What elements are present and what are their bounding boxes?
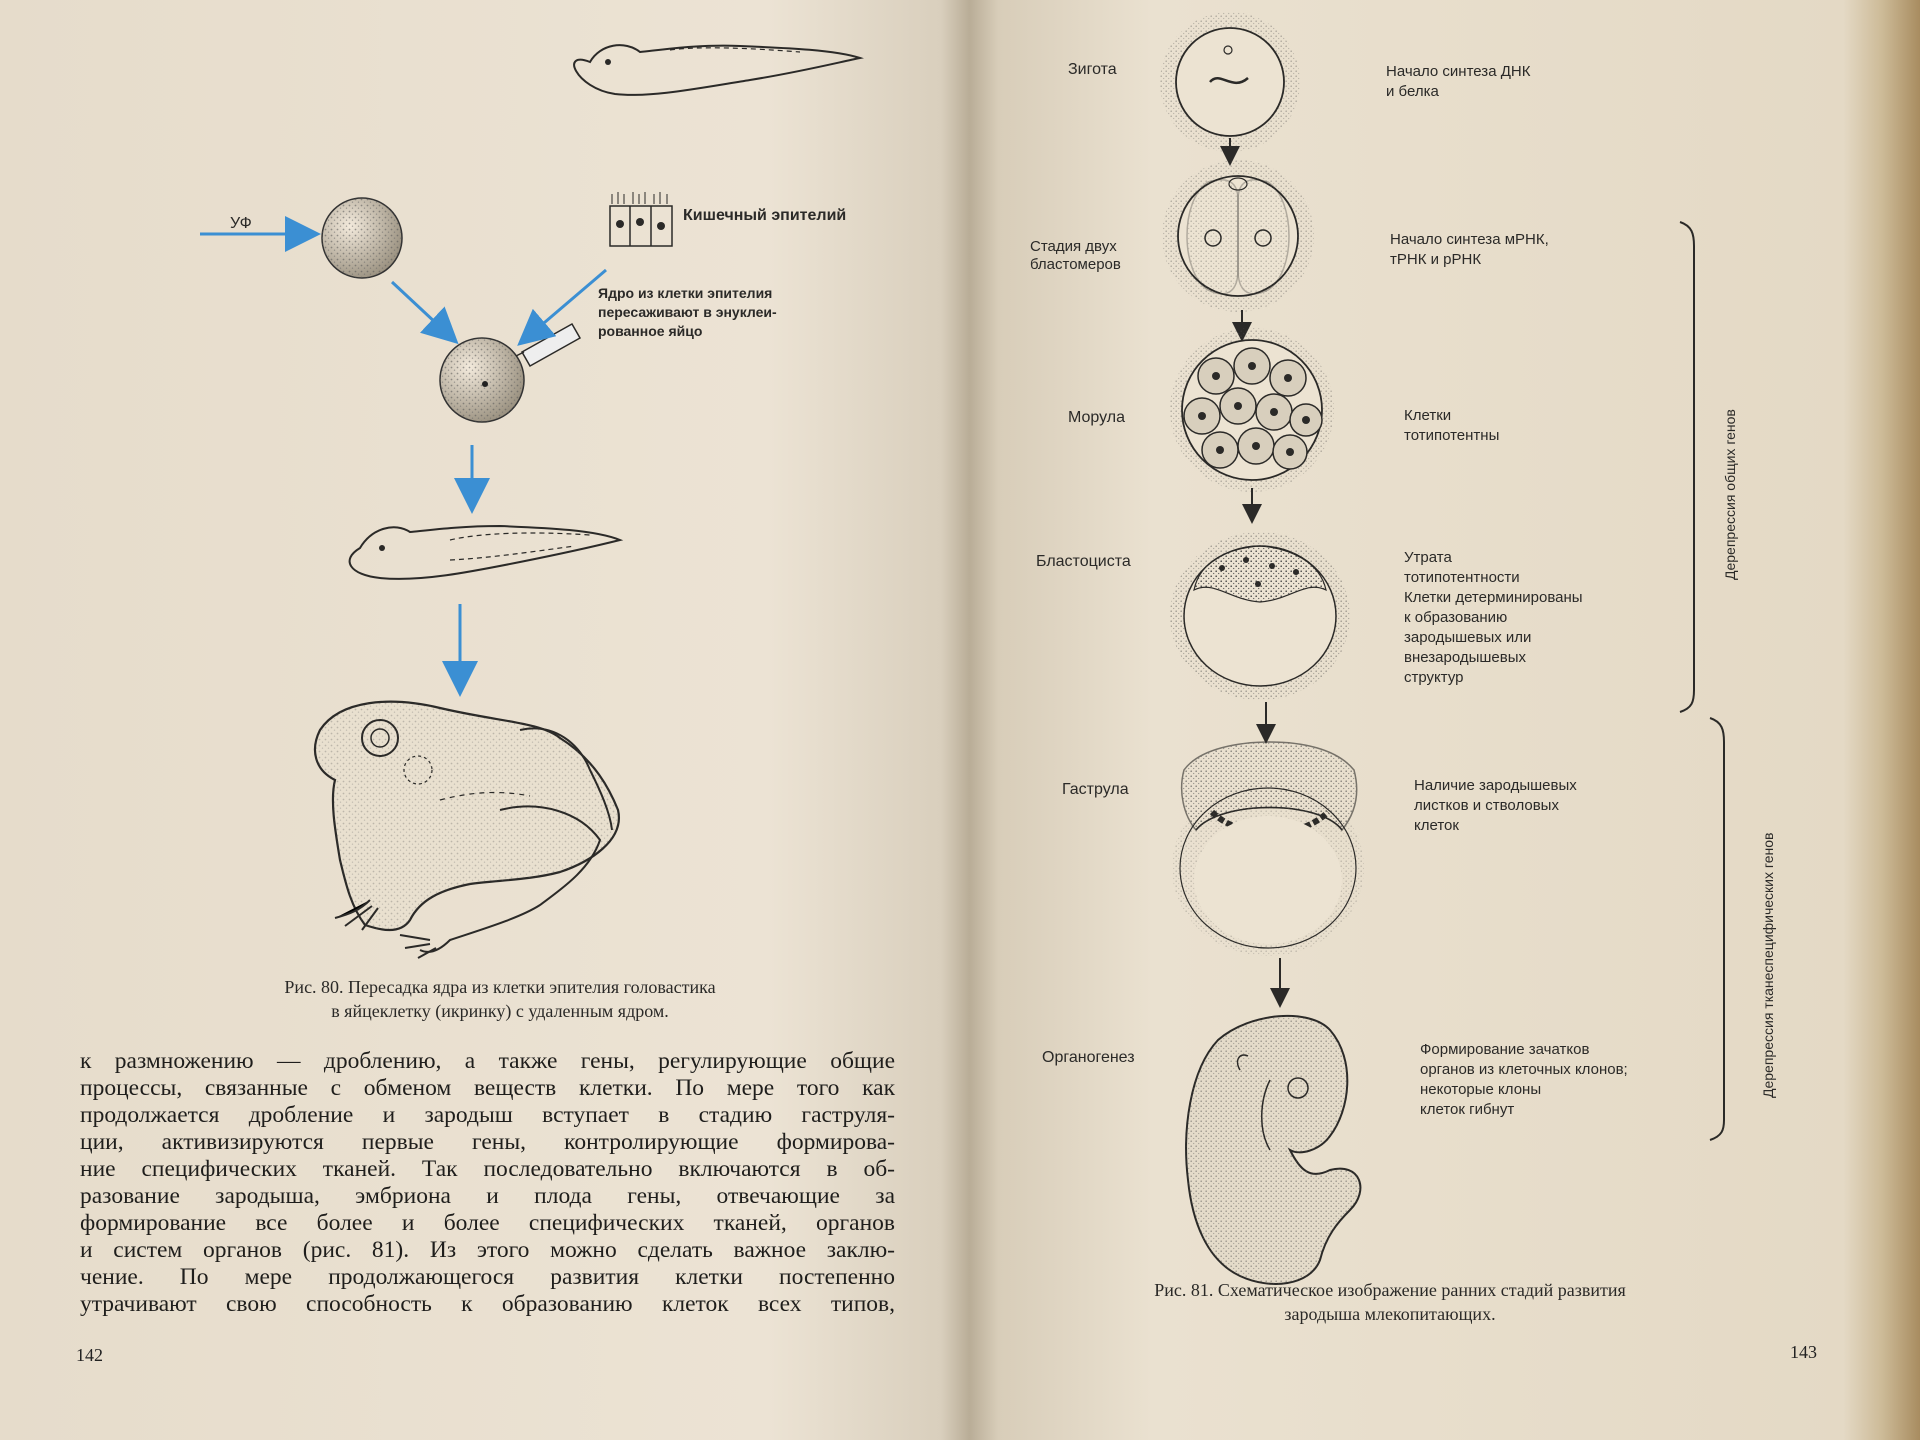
micropipette (516, 324, 580, 366)
frog-drawing (315, 702, 619, 958)
label-uv: УФ (230, 215, 252, 232)
body-line: и систем органов (рис. 81). Из этого можно сделать важное заклю- (80, 1237, 895, 1263)
stage-note-gastrula: Наличие зародышевых листков и стволовых клеток (1414, 777, 1577, 834)
stage-note-two-blastomeres: Начало синтеза мРНК, тРНК и рРНК (1390, 231, 1549, 268)
body-line: продолжается дробление и зародыш вступает в стадию гаструля- (80, 1102, 895, 1128)
stage-blastocyst-drawing (1170, 532, 1350, 700)
stage-label-blastocyst: Бластоциста (1036, 553, 1131, 570)
arrow-to-enucleated-egg (392, 282, 452, 338)
figure-81-illustration (970, 0, 1920, 1440)
stage-note-zygote: Начало синтеза ДНК и белка (1386, 63, 1531, 100)
page-number-left: 142 (76, 1345, 103, 1365)
label-derepression-tissue-genes: Дерепрессия тканеспецифических генов (1760, 832, 1776, 1098)
stage-two-blastomeres-drawing (1162, 160, 1314, 312)
body-line: процессы, связанные с обменом веществ клетки. По мере того как (80, 1075, 895, 1101)
body-line: утрачивают свою способность к образованию клеток всех типов, (80, 1291, 895, 1317)
stage-morula-drawing (1170, 328, 1334, 492)
egg-uv (322, 198, 402, 278)
label-intestinal-epithelium: Кишечный эпителий (683, 207, 847, 224)
page-number-right: 143 (1790, 1342, 1817, 1362)
stage-gastrula-drawing (1172, 742, 1364, 956)
body-line: формирование все более и более специфических тканей, органов (80, 1210, 895, 1236)
right-page (970, 0, 1920, 1440)
figure-80-caption: Рис. 80. Пересадка ядра из клетки эпителия головастика в яйцеклетку (икринку) с удаленным ядром. (284, 977, 716, 1021)
body-line: разование зародыша, эмбриона и плода гены, отвечающие за (80, 1183, 895, 1209)
stage-label-two-blastomeres: Стадия двух бластомеров (1030, 238, 1121, 273)
body-line: ции, активизируются первые гены, контролирующие формирова- (80, 1129, 895, 1155)
label-derepression-general-genes: Дерепрессия общих генов (1722, 409, 1738, 580)
left-page (0, 0, 950, 1440)
figure-81-caption: Рис. 81. Схематическое изображение ранних стадий развития зародыша млекопитающих. (1154, 1280, 1626, 1324)
body-line: чение. По мере продолжающегося развития клетки постепенно (80, 1264, 895, 1290)
intestinal-epithelium-cells (610, 192, 672, 246)
body-line: ние специфических тканей. Так последовательно включаются в об- (80, 1156, 895, 1182)
tadpole-top (574, 45, 860, 95)
stage-label-gastrula: Гаструла (1062, 781, 1129, 798)
label-nucleus-transfer: Ядро из клетки эпителия пересаживают в энуклеи- рованное яйцо (598, 285, 777, 339)
tadpole-middle (350, 526, 620, 579)
body-line: к размножению — дроблению, а также гены, регулирующие общие (80, 1048, 895, 1074)
stage-note-morula: Клетки тотипотентны (1404, 407, 1500, 444)
stage-organogenesis-drawing (1186, 1016, 1360, 1284)
bracket-tissue-genes (1710, 718, 1724, 1140)
stage-label-zygote: Зигота (1068, 61, 1117, 78)
bracket-general-genes (1680, 222, 1694, 712)
stage-zygote-drawing (1160, 12, 1300, 152)
stage-label-morula: Морула (1068, 409, 1126, 426)
egg-enucleated (440, 338, 524, 422)
body-text (80, 1048, 895, 1318)
stage-note-blastocyst: Утрата тотипотентности Клетки детерминированы к образованию зародышевых или внезародышевых структур (1404, 549, 1583, 686)
stage-note-organogenesis: Формирование зачатков органов из клеточных клонов; некоторые клоны клеток гибнут (1420, 1041, 1628, 1118)
stage-label-organogenesis: Органогенез (1042, 1049, 1135, 1066)
